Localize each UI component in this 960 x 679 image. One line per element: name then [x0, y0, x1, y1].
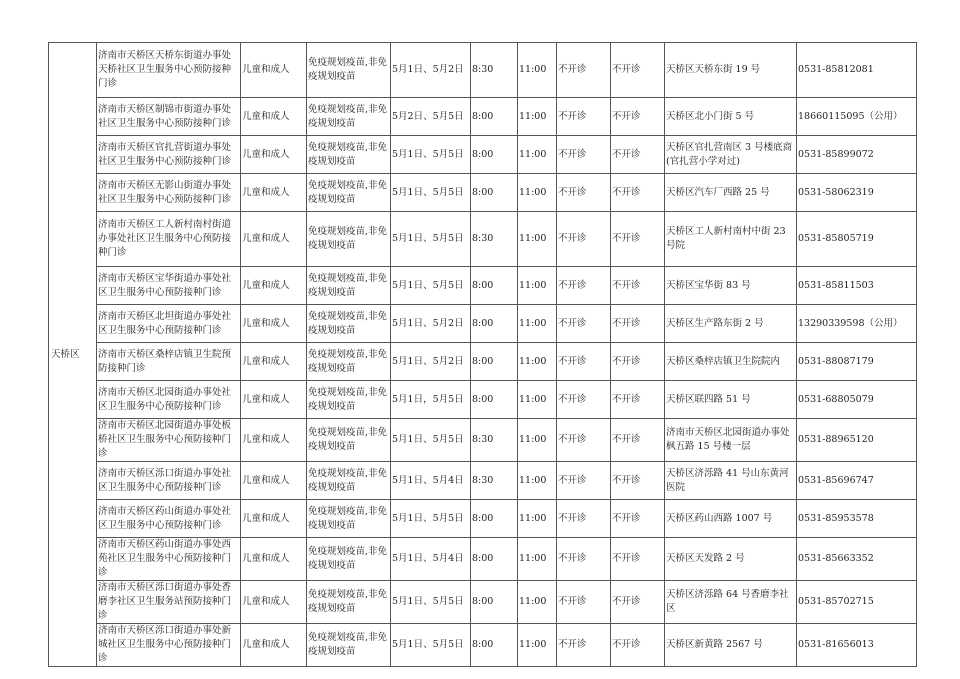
- phone-cell: 0531-85811503: [797, 267, 917, 305]
- closed-status-cell: 不开诊: [557, 462, 611, 500]
- closed-status-cell: 不开诊: [611, 305, 665, 343]
- start-time-cell: 8:30: [471, 419, 518, 462]
- closed-status-cell: 不开诊: [611, 43, 665, 98]
- district-cell: 天桥区: [49, 43, 97, 667]
- table-row: [49, 43, 917, 98]
- table-row: [49, 462, 917, 500]
- closed-status-cell: 不开诊: [557, 98, 611, 136]
- table-body: [49, 43, 917, 667]
- vaccine-cell: 免疫规划疫苗,非免疫规划疫苗: [307, 212, 391, 267]
- phone-cell: 0531-81656013: [797, 624, 917, 667]
- closed-status-cell: 不开诊: [557, 43, 611, 98]
- vaccine-cell: 免疫规划疫苗,非免疫规划疫苗: [307, 381, 391, 419]
- start-time-cell: 8:00: [471, 500, 518, 538]
- address-cell: 济南市天桥区北园街道办事处枫五路 15 号楼一层: [665, 419, 797, 462]
- dates-cell: 5月1日、5月4日: [391, 462, 471, 500]
- start-time-cell: 8:30: [471, 43, 518, 98]
- dates-cell: 5月1日、5月4日: [391, 538, 471, 581]
- closed-status-cell: 不开诊: [557, 538, 611, 581]
- phone-cell: 0531-68805079: [797, 381, 917, 419]
- table-row: [49, 305, 917, 343]
- vaccine-cell: 免疫规划疫苗,非免疫规划疫苗: [307, 267, 391, 305]
- phone-cell: 0531-88087179: [797, 343, 917, 381]
- clinic-name-cell: 济南市天桥区泺口街道办事处新城社区卫生服务中心预防接种门诊: [97, 624, 241, 667]
- vaccine-cell: 免疫规划疫苗,非免疫规划疫苗: [307, 305, 391, 343]
- target-cell: 儿童和成人: [241, 305, 307, 343]
- closed-status-cell: 不开诊: [611, 462, 665, 500]
- address-cell: 天桥区联四路 51 号: [665, 381, 797, 419]
- start-time-cell: 8:00: [471, 538, 518, 581]
- target-cell: 儿童和成人: [241, 174, 307, 212]
- start-time-cell: 8:00: [471, 305, 518, 343]
- closed-status-cell: 不开诊: [611, 343, 665, 381]
- dates-cell: 5月1日、5月5日: [391, 581, 471, 624]
- clinic-name-cell: 济南市天桥区北园街道办事处社区卫生服务中心预防接种门诊: [97, 381, 241, 419]
- start-time-cell: 8:00: [471, 381, 518, 419]
- vaccine-cell: 免疫规划疫苗,非免疫规划疫苗: [307, 136, 391, 174]
- table-row: [49, 343, 917, 381]
- start-time-cell: 8:00: [471, 624, 518, 667]
- vaccine-cell: 免疫规划疫苗,非免疫规划疫苗: [307, 343, 391, 381]
- address-cell: 天桥区新黄路 2567 号: [665, 624, 797, 667]
- closed-status-cell: 不开诊: [611, 419, 665, 462]
- table-row: [49, 381, 917, 419]
- dates-cell: 5月1日、5月2日: [391, 43, 471, 98]
- closed-status-cell: 不开诊: [557, 624, 611, 667]
- dates-cell: 5月1日、5月5日: [391, 174, 471, 212]
- target-cell: 儿童和成人: [241, 43, 307, 98]
- closed-status-cell: 不开诊: [557, 136, 611, 174]
- dates-cell: 5月1日、5月5日: [391, 624, 471, 667]
- start-time-cell: 8:00: [471, 343, 518, 381]
- end-time-cell: 11:00: [518, 43, 557, 98]
- start-time-cell: 8:00: [471, 98, 518, 136]
- closed-status-cell: 不开诊: [557, 500, 611, 538]
- closed-status-cell: 不开诊: [611, 174, 665, 212]
- table-row: [49, 500, 917, 538]
- phone-cell: 13290339598（公用）: [797, 305, 917, 343]
- end-time-cell: 11:00: [518, 462, 557, 500]
- end-time-cell: 11:00: [518, 267, 557, 305]
- closed-status-cell: 不开诊: [557, 174, 611, 212]
- closed-status-cell: 不开诊: [557, 212, 611, 267]
- end-time-cell: 11:00: [518, 174, 557, 212]
- table-row: [49, 212, 917, 267]
- closed-status-cell: 不开诊: [557, 419, 611, 462]
- address-cell: 天桥区工人新村南村中街 23 号院: [665, 212, 797, 267]
- dates-cell: 5月2日、5月5日: [391, 98, 471, 136]
- address-cell: 天桥区济泺路 64 号香磨李社区: [665, 581, 797, 624]
- clinic-name-cell: 济南市天桥区制锦市街道办事处社区卫生服务中心预防接种门诊: [97, 98, 241, 136]
- clinic-schedule-table: [48, 42, 917, 667]
- end-time-cell: 11:00: [518, 136, 557, 174]
- clinic-name-cell: 济南市天桥区天桥东街道办事处天桥社区卫生服务中心预防接种门诊: [97, 43, 241, 98]
- vaccine-cell: 免疫规划疫苗,非免疫规划疫苗: [307, 43, 391, 98]
- address-cell: 天桥区汽车厂西路 25 号: [665, 174, 797, 212]
- end-time-cell: 11:00: [518, 98, 557, 136]
- vaccine-cell: 免疫规划疫苗,非免疫规划疫苗: [307, 500, 391, 538]
- closed-status-cell: 不开诊: [611, 500, 665, 538]
- clinic-name-cell: 济南市天桥区泺口街道办事处社区卫生服务中心预防接种门诊: [97, 462, 241, 500]
- phone-cell: 0531-85702715: [797, 581, 917, 624]
- address-cell: 天桥区官扎营南区 3 号楼底商(官扎营小学对过): [665, 136, 797, 174]
- clinic-name-cell: 济南市天桥区药山街道办事处社区卫生服务中心预防接种门诊: [97, 500, 241, 538]
- phone-cell: 0531-85805719: [797, 212, 917, 267]
- closed-status-cell: 不开诊: [557, 343, 611, 381]
- closed-status-cell: 不开诊: [611, 381, 665, 419]
- target-cell: 儿童和成人: [241, 381, 307, 419]
- target-cell: 儿童和成人: [241, 581, 307, 624]
- vaccine-cell: 免疫规划疫苗,非免疫规划疫苗: [307, 174, 391, 212]
- table-row: [49, 538, 917, 581]
- dates-cell: 5月1日、5月2日: [391, 343, 471, 381]
- phone-cell: 0531-88965120: [797, 419, 917, 462]
- clinic-name-cell: 济南市天桥区药山街道办事处西苑社区卫生服务中心预防接种门诊: [97, 538, 241, 581]
- clinic-name-cell: 济南市天桥区官扎营街道办事处社区卫生服务中心预防接种门诊: [97, 136, 241, 174]
- closed-status-cell: 不开诊: [557, 305, 611, 343]
- closed-status-cell: 不开诊: [611, 136, 665, 174]
- start-time-cell: 8:30: [471, 212, 518, 267]
- target-cell: 儿童和成人: [241, 538, 307, 581]
- document-page: [48, 42, 916, 667]
- closed-status-cell: 不开诊: [557, 581, 611, 624]
- start-time-cell: 8:30: [471, 462, 518, 500]
- phone-cell: 0531-58062319: [797, 174, 917, 212]
- end-time-cell: 11:00: [518, 500, 557, 538]
- start-time-cell: 8:00: [471, 136, 518, 174]
- dates-cell: 5月1日、5月5日: [391, 136, 471, 174]
- start-time-cell: 8:00: [471, 581, 518, 624]
- dates-cell: 5月1日、5月5日: [391, 500, 471, 538]
- target-cell: 儿童和成人: [241, 136, 307, 174]
- vaccine-cell: 免疫规划疫苗,非免疫规划疫苗: [307, 538, 391, 581]
- table-row: [49, 624, 917, 667]
- phone-cell: 0531-85663352: [797, 538, 917, 581]
- target-cell: 儿童和成人: [241, 624, 307, 667]
- address-cell: 天桥区生产路东街 2 号: [665, 305, 797, 343]
- clinic-name-cell: 济南市天桥区桑梓店镇卫生院预防接种门诊: [97, 343, 241, 381]
- dates-cell: 5月1日、5月5日: [391, 267, 471, 305]
- table-row: [49, 174, 917, 212]
- target-cell: 儿童和成人: [241, 462, 307, 500]
- end-time-cell: 11:00: [518, 419, 557, 462]
- address-cell: 天桥区桑梓店镇卫生院院内: [665, 343, 797, 381]
- address-cell: 天桥区济泺路 41 号山东黄河医院: [665, 462, 797, 500]
- end-time-cell: 11:00: [518, 381, 557, 419]
- end-time-cell: 11:00: [518, 581, 557, 624]
- end-time-cell: 11:00: [518, 538, 557, 581]
- closed-status-cell: 不开诊: [611, 624, 665, 667]
- vaccine-cell: 免疫规划疫苗,非免疫规划疫苗: [307, 581, 391, 624]
- table-row: [49, 581, 917, 624]
- closed-status-cell: 不开诊: [557, 381, 611, 419]
- end-time-cell: 11:00: [518, 305, 557, 343]
- vaccine-cell: 免疫规划疫苗,非免疫规划疫苗: [307, 462, 391, 500]
- target-cell: 儿童和成人: [241, 419, 307, 462]
- phone-cell: 18660115095（公用）: [797, 98, 917, 136]
- clinic-name-cell: 济南市天桥区宝华街道办事处社区卫生服务中心预防接种门诊: [97, 267, 241, 305]
- table-row: [49, 267, 917, 305]
- vaccine-cell: 免疫规划疫苗,非免疫规划疫苗: [307, 624, 391, 667]
- target-cell: 儿童和成人: [241, 267, 307, 305]
- closed-status-cell: 不开诊: [611, 267, 665, 305]
- start-time-cell: 8:00: [471, 267, 518, 305]
- table-row: [49, 136, 917, 174]
- dates-cell: 5月1日、5月2日: [391, 305, 471, 343]
- closed-status-cell: 不开诊: [557, 267, 611, 305]
- closed-status-cell: 不开诊: [611, 98, 665, 136]
- phone-cell: 0531-85812081: [797, 43, 917, 98]
- closed-status-cell: 不开诊: [611, 581, 665, 624]
- table-row: [49, 419, 917, 462]
- phone-cell: 0531-85696747: [797, 462, 917, 500]
- address-cell: 天桥区天桥东街 19 号: [665, 43, 797, 98]
- dates-cell: 5月1日、5月5日: [391, 419, 471, 462]
- address-cell: 天桥区天发路 2 号: [665, 538, 797, 581]
- clinic-name-cell: 济南市天桥区北坦街道办事处社区卫生服务中心预防接种门诊: [97, 305, 241, 343]
- phone-cell: 0531-85899072: [797, 136, 917, 174]
- target-cell: 儿童和成人: [241, 500, 307, 538]
- end-time-cell: 11:00: [518, 343, 557, 381]
- address-cell: 天桥区药山西路 1007 号: [665, 500, 797, 538]
- end-time-cell: 11:00: [518, 212, 557, 267]
- end-time-cell: 11:00: [518, 624, 557, 667]
- target-cell: 儿童和成人: [241, 343, 307, 381]
- vaccine-cell: 免疫规划疫苗,非免疫规划疫苗: [307, 419, 391, 462]
- clinic-name-cell: 济南市天桥区无影山街道办事处社区卫生服务中心预防接种门诊: [97, 174, 241, 212]
- start-time-cell: 8:00: [471, 174, 518, 212]
- clinic-name-cell: 济南市天桥区北园街道办事处板桥社区卫生服务中心预防接种门诊: [97, 419, 241, 462]
- phone-cell: 0531-85953578: [797, 500, 917, 538]
- target-cell: 儿童和成人: [241, 98, 307, 136]
- vaccine-cell: 免疫规划疫苗,非免疫规划疫苗: [307, 98, 391, 136]
- target-cell: 儿童和成人: [241, 212, 307, 267]
- closed-status-cell: 不开诊: [611, 538, 665, 581]
- address-cell: 天桥区北小门街 5 号: [665, 98, 797, 136]
- address-cell: 天桥区宝华街 83 号: [665, 267, 797, 305]
- closed-status-cell: 不开诊: [611, 212, 665, 267]
- dates-cell: 5月1日，5月5日: [391, 381, 471, 419]
- dates-cell: 5月1日、5月5日: [391, 212, 471, 267]
- clinic-name-cell: 济南市天桥区工人新村南村街道办事处社区卫生服务中心预防接种门诊: [97, 212, 241, 267]
- table-row: [49, 98, 917, 136]
- clinic-name-cell: 济南市天桥区泺口街道办事处香磨李社区卫生服务站预防接种门诊: [97, 581, 241, 624]
